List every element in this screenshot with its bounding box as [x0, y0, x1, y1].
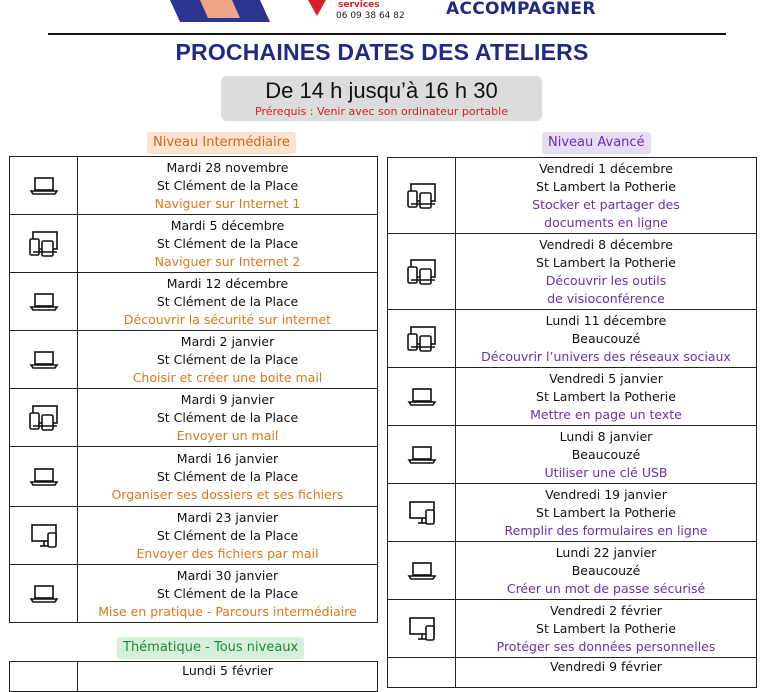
table-row	[10, 273, 378, 331]
session-place: St Clément de la Place	[156, 293, 299, 309]
intermediate-schedule-table	[9, 156, 378, 623]
session-date: Vendredi 1 décembre	[539, 160, 673, 176]
session-topic: Mise en pratique - Parcours intermédiaire	[98, 603, 357, 619]
session-info	[78, 157, 378, 215]
phone-number: 06 09 38 64 82	[336, 11, 405, 21]
session-info	[78, 447, 378, 507]
session-date: Mardi 2 janvier	[180, 333, 275, 349]
accompagner-heading: ACCOMPAGNER	[446, 0, 596, 19]
session-info	[78, 273, 378, 331]
logo-illustration	[170, 0, 270, 22]
intermediate-level-tag: Niveau Intermédiaire	[147, 132, 296, 154]
session-info	[456, 542, 757, 600]
laptop-icon	[10, 447, 78, 507]
session-topic: Naviguer sur Internet 2	[154, 253, 301, 269]
services-label: services	[338, 0, 380, 10]
laptop-icon	[10, 273, 78, 331]
table-row	[388, 658, 757, 688]
laptop-icon	[10, 565, 78, 623]
table-row	[10, 507, 378, 565]
table-row	[10, 662, 378, 692]
session-topic-line2: documents en ligne	[544, 214, 668, 230]
session-date: Lundi 11 décembre	[545, 312, 667, 328]
session-place: St Clément de la Place	[156, 351, 299, 367]
session-date: Mardi 5 décembre	[170, 217, 285, 233]
session-place: Beaucouzé	[571, 446, 641, 462]
desktop-phone-icon	[388, 600, 456, 658]
table-row	[388, 234, 757, 310]
icon-cell	[388, 658, 456, 688]
session-topic: Découvrir les outils	[545, 272, 667, 288]
session-place: St Clément de la Place	[156, 468, 299, 484]
session-topic: Découvrir la sécurité sur internet	[123, 311, 332, 327]
laptop-icon	[388, 426, 456, 484]
session-topic: Envoyer un mail	[176, 427, 279, 443]
laptop-icon	[10, 331, 78, 389]
session-info	[78, 507, 378, 565]
session-info	[456, 426, 757, 484]
thematic-schedule-table	[9, 661, 378, 692]
table-row	[10, 447, 378, 507]
advanced-level-tag: Niveau Avancé	[542, 132, 651, 154]
session-topic: Organiser ses dossiers et ses fichiers	[111, 486, 344, 502]
table-row	[10, 157, 378, 215]
session-date: Mardi 23 janvier	[176, 509, 279, 525]
session-info	[78, 389, 378, 447]
hours-text: De 14 h jusqu’à 16 h 30	[265, 78, 498, 103]
session-info	[78, 215, 378, 273]
session-info	[456, 658, 757, 688]
table-row	[388, 158, 757, 234]
session-place: Beaucouzé	[571, 562, 641, 578]
table-row	[10, 389, 378, 447]
session-info	[456, 234, 757, 310]
devices-icon	[388, 158, 456, 234]
devices-icon	[10, 389, 78, 447]
table-row	[388, 310, 757, 368]
session-topic: Mettre en page un texte	[530, 406, 682, 422]
table-row	[388, 368, 757, 426]
table-row	[10, 331, 378, 389]
prerequisite-text: Prérequis : Venir avec son ordinateur portable	[255, 105, 508, 118]
header-divider	[48, 33, 726, 35]
session-date: Mardi 9 janvier	[180, 391, 275, 407]
session-info	[456, 310, 757, 368]
desktop-phone-icon	[10, 507, 78, 565]
session-place: St Lambert la Potherie	[536, 178, 676, 194]
session-date: Vendredi 9 février	[550, 659, 662, 674]
session-place: St Clément de la Place	[156, 409, 299, 425]
session-place: St Lambert la Potherie	[536, 254, 676, 270]
session-place: St Clément de la Place	[156, 585, 299, 601]
table-row	[10, 215, 378, 273]
session-place: St Lambert la Potherie	[536, 388, 676, 404]
desktop-phone-icon	[388, 484, 456, 542]
table-row	[388, 484, 757, 542]
session-date: Lundi 5 février	[182, 663, 273, 678]
session-topic: Choisir et créer une boite mail	[132, 369, 323, 385]
table-row	[388, 426, 757, 484]
session-info	[456, 600, 757, 658]
session-date: Vendredi 2 février	[550, 602, 662, 618]
session-topic: Remplir des formulaires en ligne	[504, 522, 708, 538]
session-place: St Clément de la Place	[156, 527, 299, 543]
session-place: St Clément de la Place	[156, 235, 299, 251]
session-topic: Naviguer sur Internet 1	[154, 195, 301, 211]
session-date: Mardi 30 janvier	[176, 567, 279, 583]
session-info	[456, 484, 757, 542]
session-date: Lundi 22 janvier	[555, 544, 657, 560]
devices-icon	[10, 215, 78, 273]
session-date: Vendredi 5 janvier	[549, 370, 663, 386]
table-row	[388, 542, 757, 600]
session-place: St Lambert la Potherie	[536, 620, 676, 636]
session-date: Vendredi 8 décembre	[539, 236, 673, 252]
session-place: Beaucouzé	[571, 330, 641, 346]
session-info	[456, 368, 757, 426]
devices-icon	[388, 310, 456, 368]
session-info	[78, 331, 378, 389]
session-date: Mardi 28 novembre	[166, 159, 289, 175]
session-topic: Stocker et partager des	[532, 196, 680, 212]
advanced-schedule-table	[387, 157, 757, 688]
session-date: Vendredi 19 janvier	[545, 486, 667, 502]
session-place: St Clément de la Place	[156, 177, 299, 193]
session-date: Mardi 16 janvier	[176, 450, 279, 466]
session-info	[456, 158, 757, 234]
session-topic: Envoyer des fichiers par mail	[136, 545, 319, 561]
session-place: St Lambert la Potherie	[536, 504, 676, 520]
thematic-level-tag: Thématique - Tous niveaux	[117, 637, 304, 659]
session-date: Lundi 8 janvier	[559, 428, 653, 444]
heart-logo-icon	[308, 0, 326, 16]
page-title: PROCHAINES DATES DES ATELIERS	[175, 39, 589, 65]
session-topic: Utiliser une clé USB	[544, 464, 668, 480]
session-info	[78, 662, 378, 692]
session-topic: Créer un mot de passe sécurisé	[506, 580, 706, 596]
table-row	[388, 600, 757, 658]
session-topic: Protéger ses données personnelles	[496, 638, 716, 654]
session-info	[78, 565, 378, 623]
laptop-icon	[388, 542, 456, 600]
table-row	[10, 565, 378, 623]
session-date: Mardi 12 décembre	[166, 275, 289, 291]
laptop-icon	[388, 368, 456, 426]
laptop-icon	[10, 157, 78, 215]
icon-cell	[10, 662, 78, 692]
devices-icon	[388, 234, 456, 310]
session-topic-line2: de visioconférence	[547, 290, 665, 306]
session-topic: Découvrir l’univers des réseaux sociaux	[481, 348, 731, 364]
